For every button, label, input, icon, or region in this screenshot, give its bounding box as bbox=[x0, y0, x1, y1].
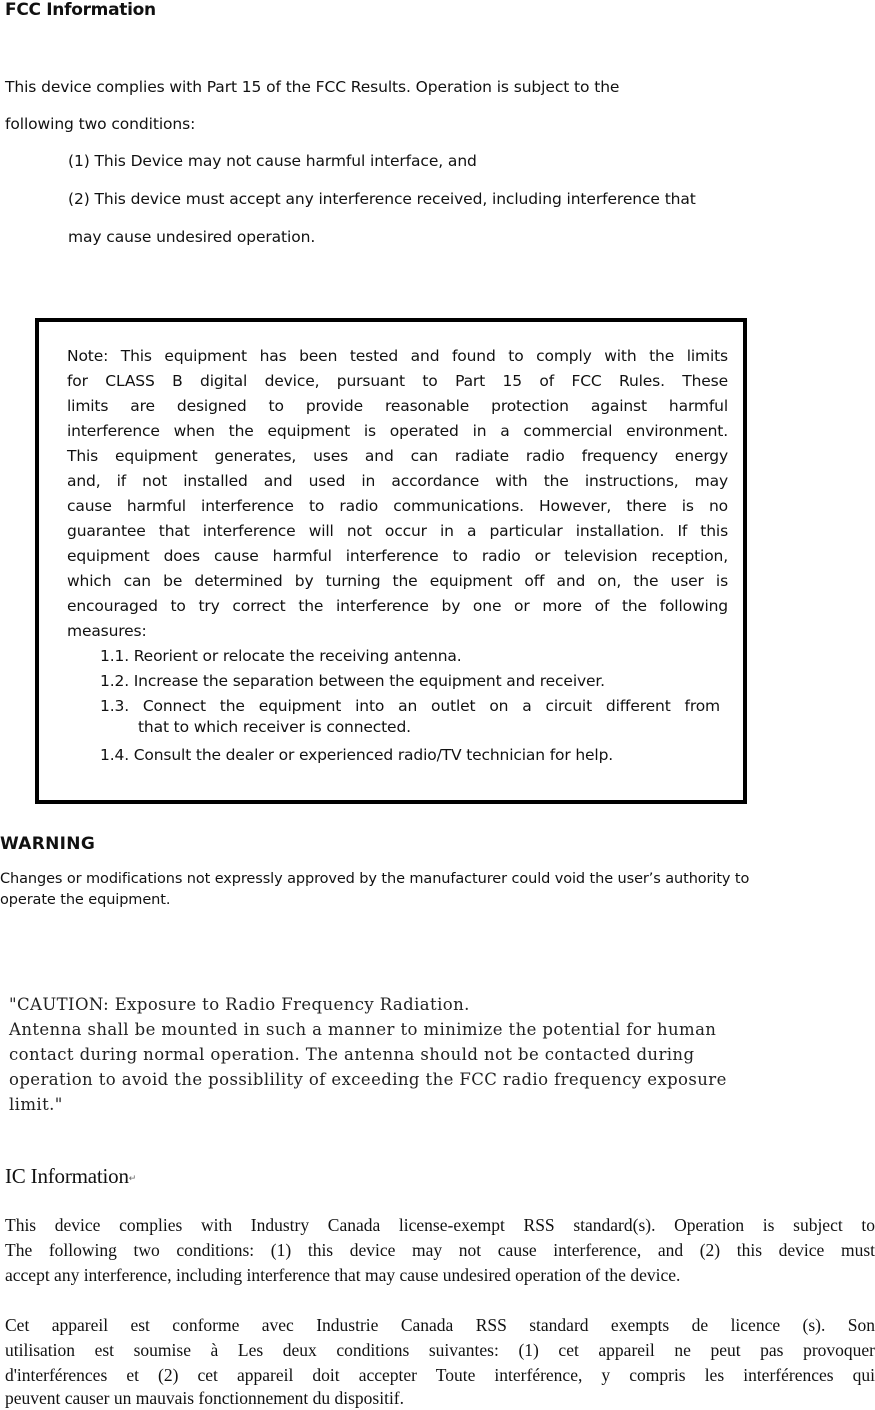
caution-line: contact during normal operation. The antenna should not be contacted during bbox=[9, 1045, 695, 1064]
note-line: cause harmful interference to radio communications. However, there is no bbox=[67, 497, 728, 515]
note-line: encouraged to try correct the interference by one or more of the following bbox=[67, 597, 728, 615]
caution-line: "CAUTION: Exposure to Radio Frequency Radiation. bbox=[9, 995, 470, 1014]
ic-english-line: The following two conditions: (1) this device may not cause interference, and (2) this device must bbox=[5, 1240, 875, 1260]
caution-line: limit." bbox=[9, 1095, 63, 1114]
ic-french-line: Cet appareil est conforme avec Industrie Canada RSS standard exempts de licence (s). Son bbox=[5, 1315, 875, 1335]
ic-title bbox=[5, 1164, 136, 1190]
note-measure: 1.2. Increase the separation between the equipment and receiver. bbox=[100, 672, 605, 690]
note-measure: 1.1. Reorient or relocate the receiving antenna. bbox=[100, 647, 462, 665]
note-line: Note: This equipment has been tested and found to comply with the limits bbox=[67, 347, 728, 365]
ic-english-line: This device complies with Industry Canada license-exempt RSS standard(s). Operation is subject to bbox=[5, 1215, 875, 1235]
warning-title: WARNING bbox=[0, 834, 96, 854]
note-line: measures: bbox=[67, 622, 147, 640]
warning-text-line-1: Changes or modifications not expressly approved by the manufacturer could void the user’s authority to bbox=[0, 871, 750, 887]
fcc-condition-2: (2) This device must accept any interference received, including interference that bbox=[68, 190, 696, 208]
note-line: and, if not installed and used in accordance with the instructions, may bbox=[67, 472, 728, 490]
caution-line: operation to avoid the possiblility of exceeding the FCC radio frequency exposure bbox=[9, 1070, 727, 1089]
note-line: which can be determined by turning the equipment off and on, the user is bbox=[67, 572, 728, 590]
note-line: This equipment generates, uses and can radiate radio frequency energy bbox=[67, 447, 728, 465]
fcc-note-box bbox=[35, 318, 747, 804]
ic-title-text: IC Information bbox=[5, 1164, 129, 1188]
note-measure: 1.3. Connect the equipment into an outlet on a circuit different from bbox=[100, 697, 720, 715]
warning-text-line-2: operate the equipment. bbox=[0, 892, 171, 908]
paragraph-mark-icon: ↵ bbox=[128, 1173, 137, 1184]
ic-french-line: d'interférences et (2) cet appareil doit accepter Toute interférence, y compris les interférences qui bbox=[5, 1365, 875, 1385]
fcc-intro-line-2: following two conditions: bbox=[5, 115, 196, 133]
note-line: for CLASS B digital device, pursuant to Part 15 of FCC Rules. These bbox=[67, 372, 728, 390]
ic-french-line: peuvent causer un mauvais fonctionnement du dispositif. bbox=[5, 1388, 405, 1408]
caution-line: Antenna shall be mounted in such a manner to minimize the potential for human bbox=[9, 1020, 717, 1039]
note-line: interference when the equipment is operated in a commercial environment. bbox=[67, 422, 728, 440]
note-measure: 1.4. Consult the dealer or experienced radio/TV technician for help. bbox=[100, 746, 614, 764]
note-measure-cont: that to which receiver is connected. bbox=[138, 718, 411, 736]
fcc-condition-2-cont: may cause undesired operation. bbox=[68, 228, 316, 246]
ic-english-line: accept any interference, including interference that may cause undesired operation of the device. bbox=[5, 1265, 681, 1285]
fcc-condition-1: (1) This Device may not cause harmful interface, and bbox=[68, 152, 477, 170]
note-line: equipment does cause harmful interference to radio or television reception, bbox=[67, 547, 728, 565]
fcc-intro-line-1: This device complies with Part 15 of the FCC Results. Operation is subject to the bbox=[5, 78, 620, 96]
note-line: limits are designed to provide reasonable protection against harmful bbox=[67, 397, 728, 415]
ic-french-line: utilisation est soumise à Les deux conditions suivantes: (1) cet appareil ne peut pas provoquer bbox=[5, 1340, 875, 1360]
fcc-title: FCC Information bbox=[5, 0, 156, 20]
note-line: guarantee that interference will not occur in a particular installation. If this bbox=[67, 522, 728, 540]
